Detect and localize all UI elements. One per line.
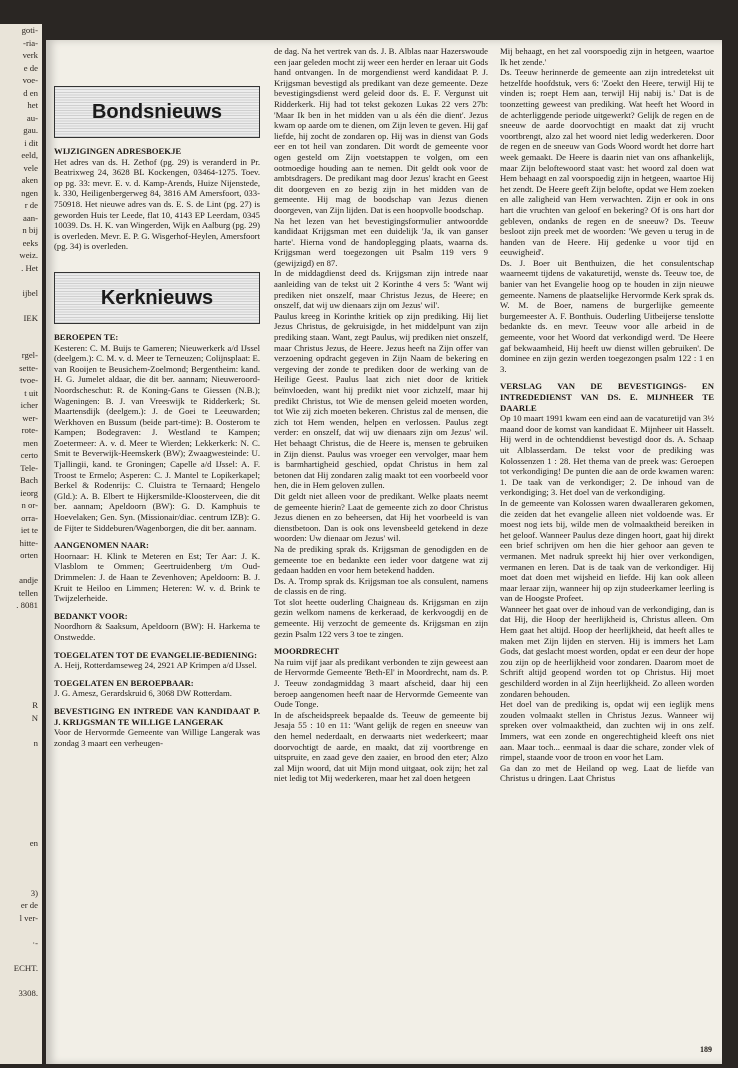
column-2 — [274, 46, 488, 784]
article-paragraph: Ga dan zo met de Heiland op weg. Laat de liefde van Christus u dringen. Laat Christus — [500, 762, 714, 784]
previous-page-fragment: goti- — [21, 25, 38, 35]
previous-page-fragment: . 8081 — [16, 600, 38, 610]
article-paragraph: Na het lezen van het bevestigingsformulier antwoordde kandidaat Krijgsman met een duidelijk 'Ja, ik van ganser harte'. Hierna vond de handoplegging plaats, waarna ds. Krijgsman werd toegezongen uit Psalm 119 vers 9 (gewijzigd) en 87. — [274, 215, 488, 268]
article-paragraph: Dit geldt niet alleen voor de predikant. Welke plaats neemt de gemeente hierin? Laat de gemeente zich zo door Christus Jezus dienen en zo beheersen, dat Hij het voorbeeld is van dienstbetoon. Dan is ook ons levensbeeld getekend in deze woorden: Uw dienaar om Jezus' wil. — [274, 490, 488, 544]
previous-page-fragment — [0, 862, 42, 875]
previous-page-fragment: eeld, — [21, 150, 38, 160]
previous-page-fragment: vele — [23, 162, 38, 173]
previous-page-fragment — [0, 974, 42, 987]
page-number: 189 — [700, 1045, 712, 1054]
previous-page-fragment: hitte- — [19, 537, 38, 548]
aangenomen-heading: AANGENOMEN NAAR: — [54, 540, 149, 551]
previous-page-fragment: Bach — [20, 475, 38, 485]
previous-page-fragment — [0, 787, 42, 800]
previous-page-fragment — [0, 774, 42, 787]
previous-page-fragment: het — [27, 100, 38, 110]
beroepen-heading: BEROEPEN TE: — [54, 331, 119, 342]
article-paragraph: Ds. J. Boer uit Benthuizen, die het consulentschap waarneemt tijdens de vakaturetijd, wenste ds. Teeuw toe, de banier van het Evangelie hoog op te houden in zijn nieuwe gemeente. Namens de plaatselijke Hervormde Kerk sprak ds. W. M. de Boer, namens de burgerlijke gemeente burgemeester A. F. Bonthuis. Ouderling Uitbeijerse tenslotte bedankte ds. en mevr. Teeuw voor alle arbeid in de gemeente, voor het Woord dat verkondigd werd. 'De Heere gaf bekwaamheid, Hij heeft uw dienst willen gebruiken'. De dominee en zijn gezin werden toegezongen psalm 122 : 1 en 3. — [500, 257, 714, 374]
article-paragraph: Paulus kreeg in Korinthe kritiek op zijn prediking. Hij liet Jezus Christus, de gekruisigde, in het middelpunt van zijn prediking staan. Want, zegt Paulus, wij prediken niet onszelf, maar Christus Jezus, de Heere. Jezus heeft na Zijn offer van verzoening opdracht gegeven in Zijn Naam de bekering en vergeving der zonde te prediken door de werking van de Heilige Geest. Paulus laat zich niet door de kritiek beïnvloeden, want hij predikt niet voor zichzelf, maar hij predikt Christus, tot Wie de mensen geleid moeten worden, tot Wie zij zich moeten bekeren. Christus zal de mensen, die zich tot Hem wenden, helpen en verlossen. Paulus zegt verder: en onszelf, dat wij uw dienaars zijn om Jezus' wil. Het behaagt Christus, die de Heere is, mensen te gebruiken in Zijn dienst. Paulus was vroeger een vervolger, maar hem is barmhartigheid geschied, opdat Christus in hem zal betonen dat Hij zondaren zalig maakt tot een voorbeeld voor hen, die in Hem geloven zullen. — [274, 310, 488, 491]
previous-page-fragment — [0, 687, 42, 700]
previous-page-fragment: i dit — [24, 137, 38, 148]
previous-page-fragment — [0, 874, 42, 887]
previous-page-fragment: n or- — [21, 500, 38, 510]
previous-page-fragment — [0, 324, 42, 337]
previous-page-fragment — [0, 299, 42, 312]
previous-page-fragment: gau. — [23, 125, 38, 135]
toegelaten-evangeliebediening-text: A. Heij, Rotterdamseweg 24, 2921 AP Krimpen a/d IJssel. — [54, 660, 257, 671]
article-paragraph: de dag. Na het vertrek van ds. J. B. Alblas naar Hazerswoude een jaar geleden mocht zij weer een herder en leraar uit Gods hand ontvangen. In de morgendienst werd kandidaat P. J. Krijgsman bevestigd als predikant van deze gemeente. Deze bevestigingsdienst werd geleid door ds. E. F. Vergunst uit Ridderkerk. Hij had tot tekst gekozen Lukas 22 vers 27b: 'Maar Ik ben in het midden van u als één die dient'. Jezus kwam op aarde om te dienen, om Zijn leven te geven. Hij gaf liefde, hij zocht de zondaren op. Hij was in dienst van Gods eer en tot heil van zondaren. Dit wordt de gemeente voor ogen gesteld om Zijn voetstappen te volgen, om een ootmoedige houding aan te nemen. Dit geldt ook voor de ambtsdragers. De predikant mag door Jezus' kracht en Geest dit doorgeven en zo bezig zijn in het midden van de gemeente. Hij mag de boodschap van Jezus dienen doorgeven, van Zijn lijden. Dat is een hoopvolle boodschap. — [274, 46, 488, 215]
previous-page-fragment: d en — [23, 87, 38, 98]
previous-page-fragment: -ria- — [23, 37, 38, 48]
previous-page-fragment: aken — [21, 175, 38, 185]
previous-page-fragment: icher — [20, 400, 38, 410]
aangenomen-text: Hoornaar: H. Klink te Meteren en Est; Ter Aar: J. K. Vlasblom te Ommen; Geertruidenberg t/m Oud-Drimmelen: J. de Haan te Zevenhoven; Apeldoorn: B. J. Kruit te Heiloo en Limmen; Heteren: W. v. d. Brink te Twijzelerheide. — [54, 550, 260, 604]
previous-page-fragment: tellen — [18, 587, 38, 598]
previous-page-fragment: t uit — [24, 387, 38, 398]
previous-page-fragment: tvoe- — [20, 375, 38, 385]
previous-page-fragment: ·- — [32, 937, 38, 948]
previous-page-fragment: orra- — [21, 512, 38, 523]
previous-page-fragment — [0, 724, 42, 737]
previous-page-fragment: Tele- — [20, 462, 38, 473]
previous-page-fragment: 3) — [30, 887, 38, 898]
previous-page-fragment — [0, 649, 42, 662]
previous-page-fragment — [0, 924, 42, 937]
previous-page-fragment — [0, 812, 42, 825]
previous-page-fragment: er de — [20, 900, 38, 910]
previous-page-fragment — [0, 562, 42, 575]
column-3 — [500, 46, 714, 784]
previous-page-fragment: N — [31, 712, 38, 723]
newsletter-page — [46, 40, 722, 1064]
article-paragraph: Tot slot heette ouderling Chaigneau ds. Krijgsman en zijn gezin welkom namens de kerkeraad, de kerkvoogdij en de gemeente. Hij verzocht de gemeente ds. Krijgsman en zijn gezin Psalm 122 vers 3 toe te zingen. — [274, 596, 488, 639]
previous-page-fragment: ngen — [21, 187, 38, 198]
article-paragraph: Wanneer het gaat over de inhoud van de verkondiging, dan is dat Hij, die Hoop der heerlijkheid is, Christus alleen. Om Hem gaat het altijd. Hoop der heerlijkheid, dat heeft alles te maken met Zijn lijden en sterven. Hij is immers het Lam Gods, dat geslacht moest worden, opdat er een deur der hope zou zijn op de heerlijkheid voor zondaren. Daarom moet de Schrift altijd geopend worden tot op Christus. Hij moet geschilderd worden in al Zijn heerlijkheid. Zo alleen worden zondaren behouden. — [500, 603, 714, 699]
article-paragraph: In de gemeente van Kolossen waren dwaalleraren gekomen, die zeiden dat het evangelie alleen niet voldoende was. Er moest nog iets bij, wilde men de volmaaktheid bereiken in het geloof. Wanneer Paulus deze dingen hoort, gaat hij direkt een brief schrijven om hen die hier gehoor aan geven te vermanen. Met nadruk spreekt hij hier over verkondigen, vermanen en leren. Dat is de taak van de verkondiger. Hij moet dat doen met wijsheid en liefde. Hij kan ook alleen maar leraar zijn, wanneer hij op zijn studeerkamer leerling is van de Hoogste Profeet. — [500, 497, 714, 604]
previous-page-fragment: verk — [22, 50, 38, 60]
previous-page-fragment: n bij — [22, 225, 38, 235]
previous-page-fragment: au- — [26, 112, 38, 123]
article-paragraph: In de middagdienst deed ds. Krijgsman zijn intrede naar aanleiding van de tekst uit 2 Korinthe 4 vers 5: 'Want wij prediken niet onszelf, maar Christus Jezus, de Heere; en onszelf, dat wij uw dienaars zijn om Jezus' wil'. — [274, 268, 488, 311]
previous-page-fragment: R — [32, 700, 38, 710]
moordrecht-heading: MOORDRECHT — [274, 646, 340, 657]
previous-page-fragment: certo — [20, 450, 38, 460]
article-paragraph: Ds. Teeuw herinnerde de gemeente aan zijn intredetekst uit hetzelfde hoofdstuk, vers 6: 'Zoekt den Heere, terwijl Hij te vinden is; roept Hem aan, terwijl Hij nabij is.' Dat is de toonzetting geweest van prediking. Wat heeft het Woord in de achterliggende periode uitgewerkt? Gelijk de regen en de sneeuw de aarde doorvochtigt en maakt dat zij vrucht voortbrengt, alzo zal het woord niet ledig wederkeren. Door de regen en de sneeuw van Gods Woord wordt het dorre hart week gemaakt. De Heere is daarin niet van ons afhankelijk, maar Zijn beloftewoord staat vast: het woord zal doen wat Hem behaagt en zal voorspoedig zijn in hetgeen, waartoe Hij het zendt. De Heere geeft Zijn belofte, opdat we Hem zoeken en alle zaligheid van Hem verwachten. Zijn er ook in ons hart die vruchten van geloof en bekering? Of is ons hart dor gebleven, ondanks de regen en de sneeuw? Ds. Teeuw besloot zijn preek met de woorden: 'We geven u terug in de handen van de Heere. Hij gedenke u voor tijd en eeuwigheid'. — [500, 67, 714, 258]
previous-page-fragment: sette- — [19, 362, 38, 373]
previous-page-fragment: iet te — [20, 525, 38, 535]
previous-page-fragment: andje — [19, 575, 38, 585]
previous-page-fragment: IEK — [23, 312, 38, 323]
previous-page-fragment: ECHT. — [13, 962, 38, 973]
bondsnieuws-title: Bondsnieuws — [91, 100, 222, 123]
toegelaten-evangeliebediening-heading: TOEGELATEN TOT DE EVANGELIE-BEDIENING: — [54, 649, 258, 660]
previous-page-fragment — [0, 849, 42, 862]
previous-page-fragment — [0, 337, 42, 350]
previous-page-fragment: en — [29, 837, 38, 848]
daarle-heading: VERSLAG VAN DE BEVESTIGINGS- EN INTREDEDIENST VAN DS. E. MIJNHEER TE DAARLE — [500, 381, 714, 413]
previous-page-fragment — [0, 949, 42, 962]
previous-page-fragment — [0, 799, 42, 812]
wijzigingen-heading: WIJZIGINGEN ADRESBOEKJE — [54, 146, 182, 156]
article-paragraph: Na de prediking sprak ds. Krijgsman de genodigden en de gemeente toe en bedankte een ieder voor datgene wat zij gedaan hadden en voor hem betekend hadden. — [274, 543, 488, 576]
previous-page-fragment: ijbel — [22, 287, 38, 298]
previous-page-fragment: voe- — [22, 75, 38, 85]
article-paragraph: Op 10 maart 1991 kwam een eind aan de vacaturetijd van 3½ maand door de komst van kandidaat E. Mijnheer uit Hasselt. Hij werd in de ochtenddienst bevestigd door ds. A. Schaap uit Alblasserdam. De tekst voor de prediking was Kolossenzen 1 : 28. Het thema van de preek was: Geroepen tot verkondiging! De punten die aan de orde kwamen waren: 1. De taak van de verkondiger; 2. De inhoud van de verkondiging; 3. Het doel van de verkondiging. — [500, 413, 714, 498]
bevestiging-text: Voor de Hervormde Gemeente van Willige Langerak was zondag 3 maart een verheugen- — [54, 727, 260, 748]
previous-page-fragment: e de — [23, 62, 38, 73]
previous-page-fragment — [0, 662, 42, 675]
previous-page-fragment: eeks — [22, 237, 38, 248]
kerknieuws-title: Kerknieuws — [100, 286, 214, 309]
bondsnieuws-banner — [54, 86, 260, 138]
article-paragraph: Na ruim vijf jaar als predikant verbonden te zijn geweest aan de Hervormde Gemeente 'Beth-El' in Moordrecht, nam ds. P. J. Teeuw zondagmiddag 3 maart afscheid, daar hij een beroep aangenomen heeft naar de Hervormde Gemeente van Oude Tonge. — [274, 656, 488, 710]
wijzigingen-text: Het adres van ds. H. Zethof (pg. 29) is veranderd in Pr. Beatrixweg 24, 3628 BL Kockengen, 03464-1275. Toev. op pg. 33: mevr. E. v. d. Kamp-Arends, Huize Nijenstede, k. 330, Heiligenbergerweg 84, 3816 AM Amersfoort, 033-750918. Het nieuwe adres van ds. E. S. de Lint (pg. 27) is geworden Huis ter Leede, flat 10, 4143 EP Leerdam, 0345 10039. Ds. H. K. van Wingerden, Wijk en Aalburg (pg. 29) is overleden. Mevr. E. P. G. Wisgerhof-Heylen, Amersfoort (pg. 34) is overleden. — [54, 156, 260, 252]
previous-page-fragment: wer- — [22, 412, 38, 423]
previous-page-fragment: orten — [20, 550, 38, 560]
previous-page-fragment — [0, 612, 42, 625]
previous-page-edge — [0, 24, 42, 1064]
kerknieuws-banner — [54, 272, 260, 324]
previous-page-fragment — [0, 274, 42, 287]
previous-page-fragment: rgel- — [21, 350, 38, 360]
toegelaten-beroepbaar-heading: TOEGELATEN EN BEROEPBAAR: — [54, 677, 194, 688]
column-1 — [54, 50, 260, 748]
previous-page-fragment: men — [23, 437, 38, 448]
previous-page-fragment: rote- — [21, 425, 38, 435]
article-paragraph: Het doel van de prediking is, opdat wij een ieglijk mens zouden volmaakt stellen in Christus Jezus. Wanneer wij spreken over volmaaktheid, dan zuchten wij in ons zelf. Immers, wat een zonde en ongerechtigheid kleeft ons niet aan. Maar toch... eenmaal is daar die schare, zonder vlek of rimpel, staande voor de troon en voor het Lam. — [500, 699, 714, 763]
previous-page-fragment — [0, 762, 42, 775]
previous-page-fragment: aan- — [23, 212, 38, 223]
previous-page-fragment — [0, 824, 42, 837]
previous-page-fragment — [0, 749, 42, 762]
previous-page-fragment: 3308. — [18, 987, 38, 998]
previous-page-fragment: r de — [24, 200, 38, 210]
previous-page-fragment: weiz. — [19, 250, 38, 260]
previous-page-fragment: . Het — [21, 262, 38, 273]
article-paragraph: In de afscheidspreek bepaalde ds. Teeuw de gemeente bij Jesaja 55 : 10 en 11: 'Want gelijk de regen en sneeuw van den hemel nederdaalt, en derwaarts niet wederkeert; maar doorvochtigt de aarde, en maakt, dat zij voortbrenge en uitspruite, en zaad geve den zaaier, en brood den eter; Alzo zal Mijn woord, dat uit Mijn mond uitgaat, ook zijn; het zal niet ledig tot Mij wederkeren, maar het zal doen hetgeen — [274, 709, 488, 784]
toegelaten-beroepbaar-text: J. G. Amesz, Gerardskruid 6, 3068 DW Rotterdam. — [54, 688, 232, 699]
bevestiging-heading: BEVESTIGING EN INTREDE VAN KANDIDAAT P. J. KRIJGSMAN TE WILLIGE LANGERAK — [54, 705, 260, 727]
previous-page-fragment — [0, 674, 42, 687]
bedankt-text: Noordhorn & Saaksum, Apeldoorn (BW): H. Harkema te Onstwedde. — [54, 621, 260, 642]
bedankt-heading: BEDANKT VOOR: — [54, 610, 128, 621]
previous-page-fragment — [0, 637, 42, 650]
beroepen-text: Kesteren: C. M. Buijs te Gameren; Nieuwerkerk a/d IJssel (deelgem.): C. M. v. d. Meer te Terneuzen; Colijnsplaat: E. van Rooijen te Beusichem-Zoelmond; Bergentheim: kand. H. G. Jumelet aldaar, die dit ber. aannam; Nieuweroord-Noordscheschut: R. de Koning-Gans te Giessen (N.B.); Wageningen: B. J. van Vreeswijk te Ridderkerk; St. Maartensdijk (deelgem.): J. de Goei te Leeuwarden; Werkhoven en Bussum (beide part-time): B. Oosterom te Kampen; Bodegraven: J. Westland te Kampen; Zoetermeer: A. v. d. Meer te Wierden; Lekkerkerk: N. C. Smit te Beverwijk-Heemskerk (BW); Zwaagwesteinde: U. Tjallingii, kand. te Groningen; Capelle a/d IJssel: A. F. Troost te Ermelo; Asperen: C. J. Mantel te Lopikerkapel; Berkel & Rodenrijs: C. Cluistra te Ternaard; Hengelo (Gld.): A. B. Elbert te Hijkersmilde-Kloosterveen, die dit ber. aannam; Apeldoorn (BW): G. D. Kamphuis te Hoevelaken; Gen. Syn. (Missionair/diac. centrum IZB): G. de Fijter te Siddeburen/Wagenborgen, die dit ber. aannam. — [54, 342, 260, 533]
article-paragraph: Ds. A. Tromp sprak ds. Krijgsman toe als consulent, namens de classis en de ring. — [274, 575, 488, 597]
article-paragraph: Mij behaagt, en het zal voorspoedig zijn in hetgeen, waartoe Ik het zende.' — [500, 46, 714, 67]
previous-page-fragment: l ver- — [19, 912, 38, 923]
previous-page-fragment: ieorg — [20, 487, 38, 498]
previous-page-fragment: n — [33, 737, 38, 748]
previous-page-fragment — [0, 624, 42, 637]
